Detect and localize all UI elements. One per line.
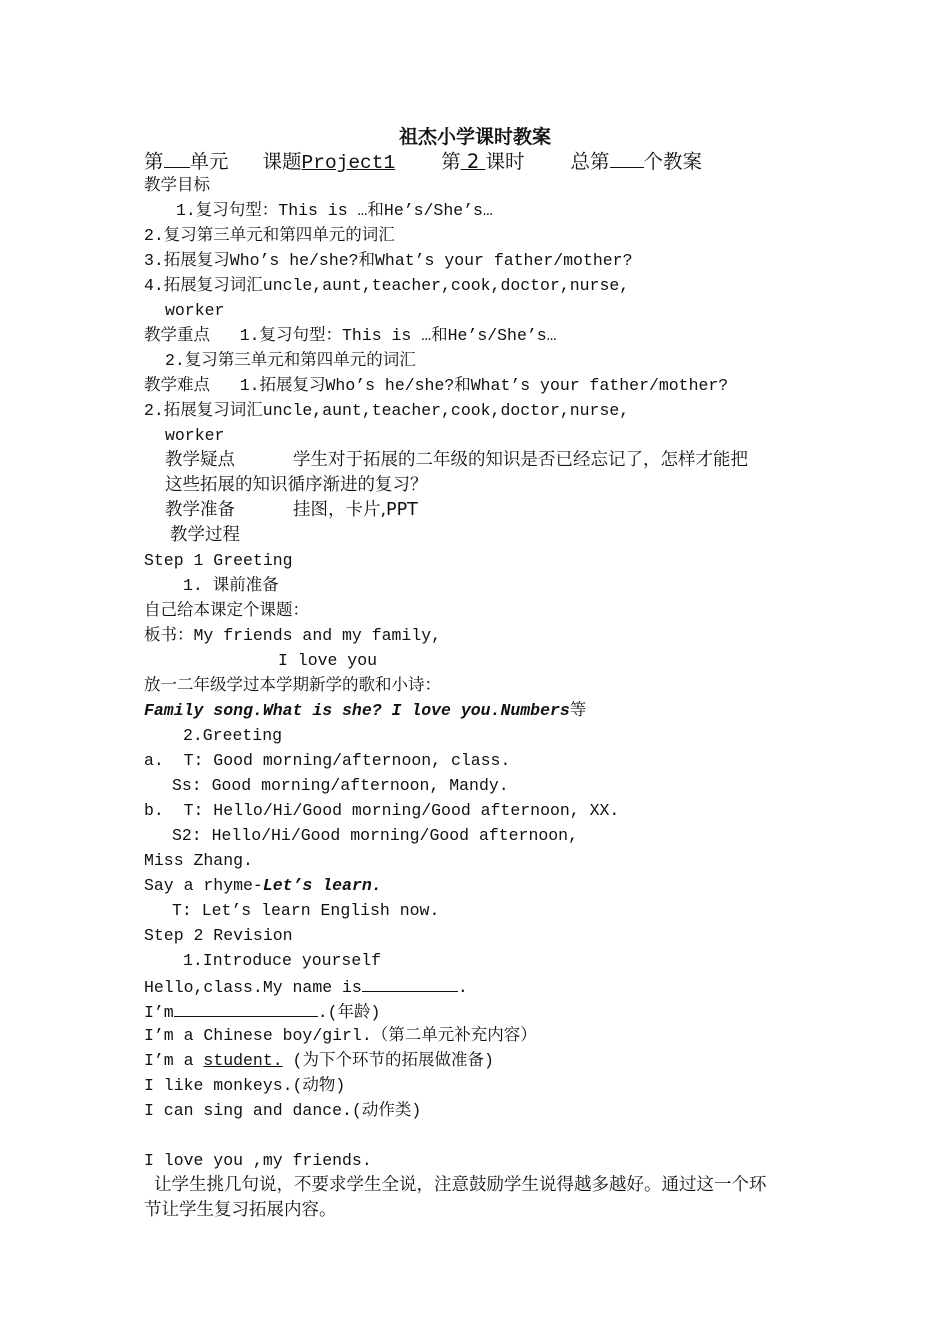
- objective-item: worker: [165, 301, 225, 320]
- note-line: 节让学生复习拓展内容。: [144, 1200, 337, 1220]
- intro-text: .: [457, 978, 468, 997]
- key-point-item: 1.复习句型：This is …和He’s/She’s…: [239, 326, 557, 345]
- step1-sub2: 2.Greeting: [183, 726, 283, 745]
- intro-line: [144, 1048, 494, 1073]
- doubts-text: 学生对于拓展的二年级的知识是否已经忘记了，怎样才能把: [293, 450, 748, 470]
- preparation-label: 教学准备: [165, 500, 235, 520]
- intro-text: (为下个环节的拓展做准备): [282, 1051, 494, 1070]
- header-line: [144, 148, 702, 177]
- rhyme-line: [144, 873, 382, 898]
- process-label: 教学过程: [170, 525, 240, 545]
- age-blank: [174, 998, 318, 1017]
- key-points-line: [144, 323, 557, 348]
- difficulties-label: 教学难点: [144, 376, 210, 395]
- difficulty-item: 1.拓展复习Who’s he/she?和What’s your father/mother?: [239, 376, 729, 395]
- dialogue-line: S2: Hello/Hi/Good morning/Good afternoon,: [172, 826, 578, 845]
- difficulty-item: worker: [165, 426, 225, 445]
- doubts-text-cont: 这些拓展的知识循序渐进的复习？: [165, 475, 428, 495]
- songs-line: [144, 698, 586, 723]
- total-suffix: 个教案: [643, 150, 703, 173]
- unit-suffix: 单元: [189, 150, 229, 173]
- unit-blank: [164, 149, 190, 168]
- name-blank: [362, 973, 458, 992]
- objective-item: 2.复习第三单元和第四单元的词汇: [144, 226, 395, 245]
- step1-line: 放一二年级学过本学期新学的歌和小诗：: [144, 676, 441, 695]
- intro-line: [144, 998, 380, 1025]
- step2-title: Step 2 Revision: [144, 926, 293, 945]
- dialogue-line: Ss: Good morning/afternoon, Mandy.: [172, 776, 509, 795]
- objective-item: 4.拓展复习词汇uncle,aunt,teacher,cook,doctor,nurse,: [144, 276, 630, 295]
- intro-line: [144, 973, 468, 1000]
- intro-text: I’m a: [144, 1051, 204, 1070]
- songs-suffix: 等: [569, 701, 587, 720]
- rhyme-prefix: Say a rhyme-: [144, 876, 263, 895]
- objectives-label: 教学目标: [144, 176, 210, 195]
- step2-sub1: 1.Introduce yourself: [183, 951, 382, 970]
- lesson-prefix: 第: [441, 150, 461, 173]
- total-prefix: 总第: [570, 150, 610, 173]
- unit-prefix: 第: [144, 150, 164, 173]
- step1-line: 板书：My friends and my family,: [144, 626, 442, 645]
- step1-sub1: 1. 课前准备: [183, 576, 279, 595]
- intro-line: I’m a Chinese boy/girl.（第二单元补充内容）: [144, 1026, 537, 1045]
- teacher-line: T: Let’s learn English now.: [172, 901, 440, 920]
- student-word: student.: [203, 1051, 283, 1070]
- dialogue-line: a. T: Good morning/afternoon, class.: [144, 751, 511, 770]
- step1-title: Step 1 Greeting: [144, 551, 293, 570]
- objective-item: 1.复习句型：This is …和He’s/She’s…: [176, 201, 493, 220]
- doubts-line: [165, 448, 748, 473]
- rhyme-title: Let’s learn.: [262, 876, 382, 895]
- step1-line: I love you: [278, 651, 378, 670]
- difficulty-item: 2.拓展复习词汇uncle,aunt,teacher,cook,doctor,nurse,: [144, 401, 630, 420]
- intro-text: I’m: [144, 1003, 174, 1022]
- doubts-label: 教学疑点: [165, 450, 235, 470]
- lesson-number: 2: [466, 150, 480, 173]
- songs-list: Family song.What is she? I love you.Numbers: [144, 701, 570, 720]
- difficulties-line: [144, 373, 728, 398]
- lesson-suffix: 课时: [485, 150, 525, 173]
- intro-text: Hello,class.My name is: [144, 978, 362, 997]
- page-title: 祖杰小学课时教案: [398, 126, 551, 148]
- key-points-label: 教学重点: [144, 326, 210, 345]
- dialogue-line: b. T: Hello/Hi/Good morning/Good afternoon, XX.: [144, 801, 620, 820]
- topic-value: Project1: [301, 152, 396, 174]
- step1-line: 自己给本课定个课题：: [144, 601, 309, 620]
- key-point-item: 2.复习第三单元和第四单元的词汇: [165, 351, 416, 370]
- intro-text: .(年龄): [317, 1003, 381, 1022]
- total-blank: [610, 149, 644, 168]
- note-line: 让学生挑几句说，不要求学生全说，注意鼓励学生说得越多越好。通过这一个环: [154, 1175, 767, 1195]
- intro-line: I can sing and dance.(动作类): [144, 1101, 422, 1120]
- topic-label: 课题: [262, 150, 302, 173]
- preparation-line: [165, 498, 418, 523]
- objective-item: 3.拓展复习Who’s he/she?和What’s your father/mother?: [144, 251, 633, 270]
- preparation-text: 挂图，卡片,PPT: [293, 500, 418, 520]
- intro-line: I like monkeys.(动物): [144, 1076, 346, 1095]
- intro-line: I love you ,my friends.: [144, 1151, 372, 1170]
- dialogue-line: Miss Zhang.: [144, 851, 253, 870]
